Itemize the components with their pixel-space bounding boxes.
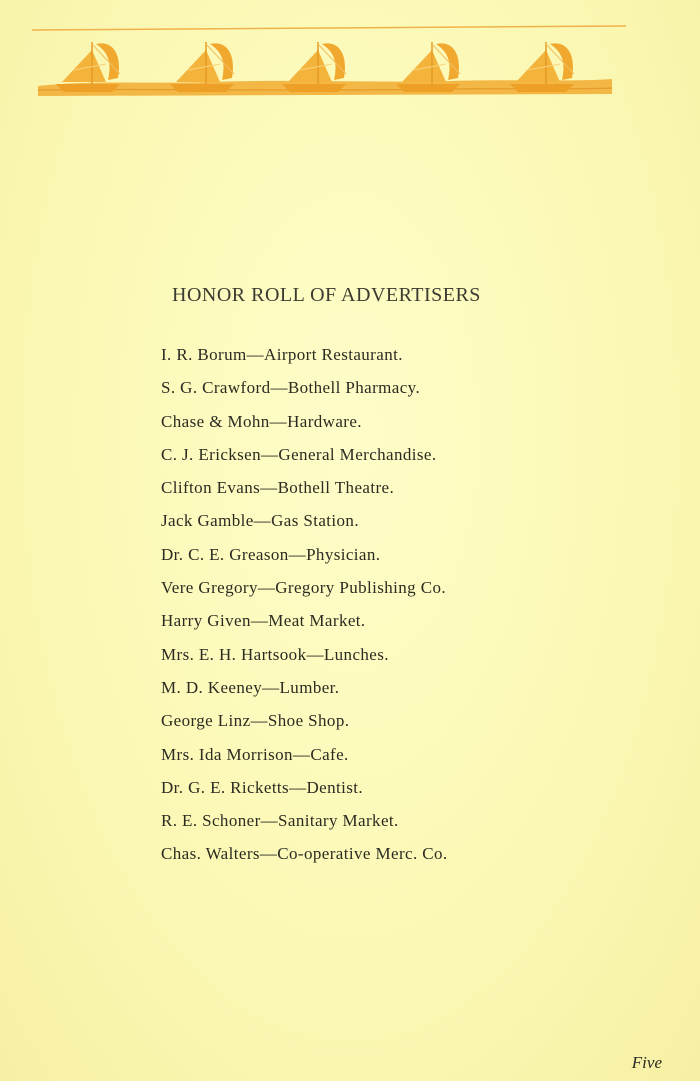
advertiser-entry: Vere Gregory—Gregory Publishing Co. [161, 578, 447, 598]
advertiser-entry: Mrs. Ida Morrison—Cafe. [161, 744, 349, 764]
page-number: Five [631, 1053, 662, 1072]
sailboat-icon [510, 42, 574, 92]
advertiser-entry: Chas. Walters—Co-operative Merc. Co. [161, 844, 448, 864]
page-title: HONOR ROLL OF ADVERTISERS [172, 284, 481, 306]
advertiser-entry: Jack Gamble—Gas Station. [161, 511, 359, 531]
advertiser-entry: Mrs. E. H. Hartsook—Lunches. [161, 644, 389, 664]
sailboat-icon [56, 42, 120, 92]
advertiser-entry: M. D. Keeney—Lumber. [161, 677, 340, 697]
advertiser-entry: Harry Given—Meat Market. [161, 611, 366, 631]
advertiser-list [161, 343, 448, 876]
advertiser-entry: I. R. Borum—Airport Restaurant. [161, 345, 403, 364]
advertiser-entry: S. G. Crawford—Bothell Pharmacy. [161, 378, 421, 398]
advertiser-entry: Dr. C. E. Greason—Physician. [161, 544, 381, 564]
sailboat-icon [282, 42, 346, 92]
sailboat-icon [170, 42, 234, 92]
advertiser-entry: Chase & Mohn—Hardware. [161, 411, 362, 431]
advertiser-entry: R. E. Schoner—Sanitary Market. [161, 811, 399, 831]
advertiser-entry: Clifton Evans—Bothell Theatre. [161, 478, 395, 498]
sailboat-icon [396, 42, 460, 92]
advertiser-entry: George Linz—Shoe Shop. [161, 711, 350, 731]
advertiser-entry: C. J. Ericksen—General Merchandise. [161, 444, 437, 464]
banner-illustration [30, 22, 630, 102]
header-banner [30, 22, 630, 102]
advertiser-entry: Dr. G. E. Ricketts—Dentist. [161, 777, 364, 797]
